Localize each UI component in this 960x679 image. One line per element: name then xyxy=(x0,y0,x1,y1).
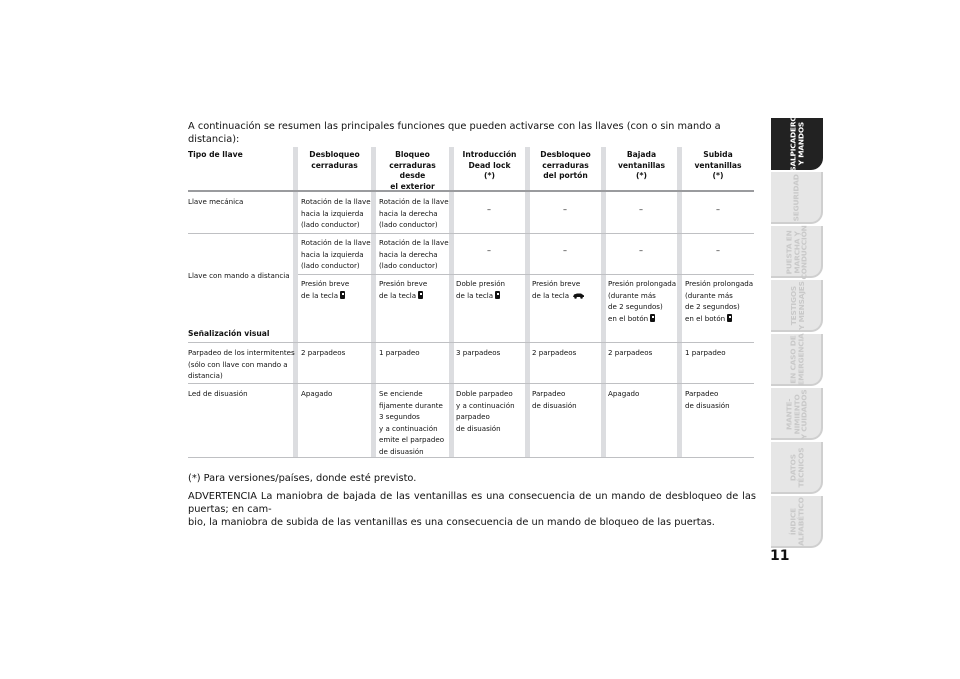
tab-datos-tecnicos[interactable] xyxy=(771,442,823,494)
unlock-key-icon xyxy=(340,291,345,299)
cell-parpadeos: 2 parpadeos xyxy=(608,348,653,357)
cell-text: Presión prolongada (durante más de 2 segundos) en el botón xyxy=(608,279,677,323)
column-divider xyxy=(525,147,530,457)
row-parpadeo-intermitentes: Parpadeo de los intermitentes (sólo con llave con mando a distancia) xyxy=(188,348,295,380)
tab-label: EN CASO DE EMERGENCIA xyxy=(788,333,805,387)
column-divider xyxy=(293,147,298,457)
tab-testigos[interactable] xyxy=(771,280,823,332)
cell-rotacion-derecha: Rotación de la llave hacia la derecha (lado conductor) xyxy=(379,238,449,270)
tab-label: SALPICADERO Y MANDOS xyxy=(788,115,805,173)
cell-presion-breve-bloqueo xyxy=(379,278,427,301)
header-dead-lock: Introducción Dead lock (*) xyxy=(462,150,517,180)
column-divider xyxy=(601,147,606,457)
cell-presion-breve-porton xyxy=(532,278,585,301)
tab-mantenimiento[interactable] xyxy=(771,388,823,440)
tab-seguridad[interactable] xyxy=(771,172,823,224)
tab-label: TESTIGOS Y MENSAJES xyxy=(788,281,805,331)
row-rule xyxy=(188,233,754,234)
row-rule xyxy=(188,342,754,343)
header-bloqueo: Bloqueo cerraduras desde el exterior xyxy=(389,150,436,191)
tab-label-wrap xyxy=(771,334,823,386)
cell-dash: – xyxy=(487,205,491,214)
cell-parpadeos: 2 parpadeos xyxy=(301,348,346,357)
tab-label: SEGURIDAD xyxy=(792,174,802,222)
warning-text: ADVERTENCIA La maniobra de bajada de las ventanillas es una consecuencia de un mando de desbloqueo de las puertas; en cam- bio, la maniobra de subida de las ventanillas es una consecuencia de un mando de bloqueo de las puertas. xyxy=(188,491,756,528)
car-trunk-icon xyxy=(572,292,585,299)
header-tipo-de-llave: Tipo de llave xyxy=(188,150,243,159)
row-rule xyxy=(298,274,754,275)
cell-doble-presion xyxy=(456,278,505,301)
cell-dash: – xyxy=(563,246,567,255)
row-llave-mecanica: Llave mecánica xyxy=(188,197,244,206)
cell-text: Presión prolongada (durante más de 2 segundos) en el botón xyxy=(685,279,754,323)
cell-parpadeos: 1 parpadeo xyxy=(685,348,726,357)
cell-dash: – xyxy=(716,246,720,255)
cell-text: Presión breve de la tecla xyxy=(532,279,581,300)
unlock-key-icon xyxy=(650,314,655,322)
tab-puesta-en-marcha[interactable] xyxy=(771,226,823,278)
cell-led: Apagado xyxy=(301,389,333,398)
row-led-disuasion: Led de disuasión xyxy=(188,389,248,398)
header-rule xyxy=(188,190,754,192)
lock-key-icon xyxy=(418,291,423,299)
cell-rotacion-derecha: Rotación de la llave hacia la derecha (lado conductor) xyxy=(379,197,449,229)
cell-rotacion-izquierda: Rotación de la llave hacia la izquierda (lado conductor) xyxy=(301,197,371,229)
cell-presion-prolongada-bajada xyxy=(608,278,676,324)
cell-led: Apagado xyxy=(608,389,640,398)
cell-parpadeos: 3 parpadeos xyxy=(456,348,501,357)
cell-led: Parpadeo de disuasión xyxy=(532,389,577,410)
column-divider xyxy=(677,147,682,457)
cell-presion-breve-desbloqueo xyxy=(301,278,349,301)
cell-presion-prolongada-subida xyxy=(685,278,753,324)
footnote: (*) Para versiones/países, donde esté previsto. xyxy=(188,473,417,484)
cell-parpadeos: 2 parpadeos xyxy=(532,348,577,357)
cell-text: Presión breve de la tecla xyxy=(301,279,350,300)
tab-label: ÍNDICE ALFABÉTICO xyxy=(788,497,805,547)
cell-dash: – xyxy=(639,246,643,255)
row-rule xyxy=(188,383,754,384)
row-llave-mando: Llave con mando a distancia xyxy=(188,271,290,280)
cell-rotacion-izquierda: Rotación de la llave hacia la izquierda (lado conductor) xyxy=(301,238,371,270)
cell-led: Doble parpadeo y a continuación parpadeo de disuasión xyxy=(456,389,515,433)
tab-label-wrap xyxy=(771,280,823,332)
tab-label-wrap xyxy=(771,172,823,224)
cell-text: Doble presión de la tecla xyxy=(456,279,506,300)
column-divider xyxy=(449,147,454,457)
page-number: 11 xyxy=(770,548,790,564)
tab-indice[interactable] xyxy=(771,496,823,548)
cell-led: Se enciende fijamente durante 3 segundos y a continuación emite el parpadeo de disuasión xyxy=(379,389,445,456)
header-bajada-ventanillas: Bajada ventanillas (*) xyxy=(617,150,666,180)
cell-led: Parpadeo de disuasión xyxy=(685,389,730,410)
tab-label-wrap xyxy=(771,226,823,278)
tab-label: DATOS TÉCNICOS xyxy=(788,448,805,488)
cell-dash: – xyxy=(639,205,643,214)
tab-label-wrap xyxy=(771,115,823,173)
cell-text: Presión breve de la tecla xyxy=(379,279,428,300)
tab-label-wrap xyxy=(771,496,823,548)
tab-label: PUESTA EN MARCHA Y CONDUCCIÓN xyxy=(784,224,809,280)
tab-salpicadero[interactable] xyxy=(771,115,823,173)
lock-key-icon xyxy=(495,291,500,299)
header-desbloqueo-porton: Desbloqueo cerraduras del portón xyxy=(540,150,591,180)
tab-label-wrap xyxy=(771,442,823,494)
cell-dash: – xyxy=(563,205,567,214)
lock-key-icon xyxy=(727,314,732,322)
cell-parpadeos: 1 parpadeo xyxy=(379,348,420,357)
column-divider xyxy=(371,147,376,457)
header-desbloqueo: Desbloqueo cerraduras xyxy=(309,150,360,170)
cell-dash: – xyxy=(487,246,491,255)
header-subida-ventanillas: Subida ventanillas (*) xyxy=(694,150,742,180)
intro-text: A continuación se resumen las principales funciones que pueden activarse con las llaves (con o sin mando a distancia): xyxy=(188,121,721,145)
cell-dash: – xyxy=(716,205,720,214)
tab-label: MANTE- NIMIENTO Y CUIDADOS xyxy=(784,389,809,439)
tab-label-wrap xyxy=(771,388,823,440)
row-rule xyxy=(188,457,754,458)
tab-emergencia[interactable] xyxy=(771,334,823,386)
row-senalizacion-visual: Señalización visual xyxy=(188,329,270,338)
